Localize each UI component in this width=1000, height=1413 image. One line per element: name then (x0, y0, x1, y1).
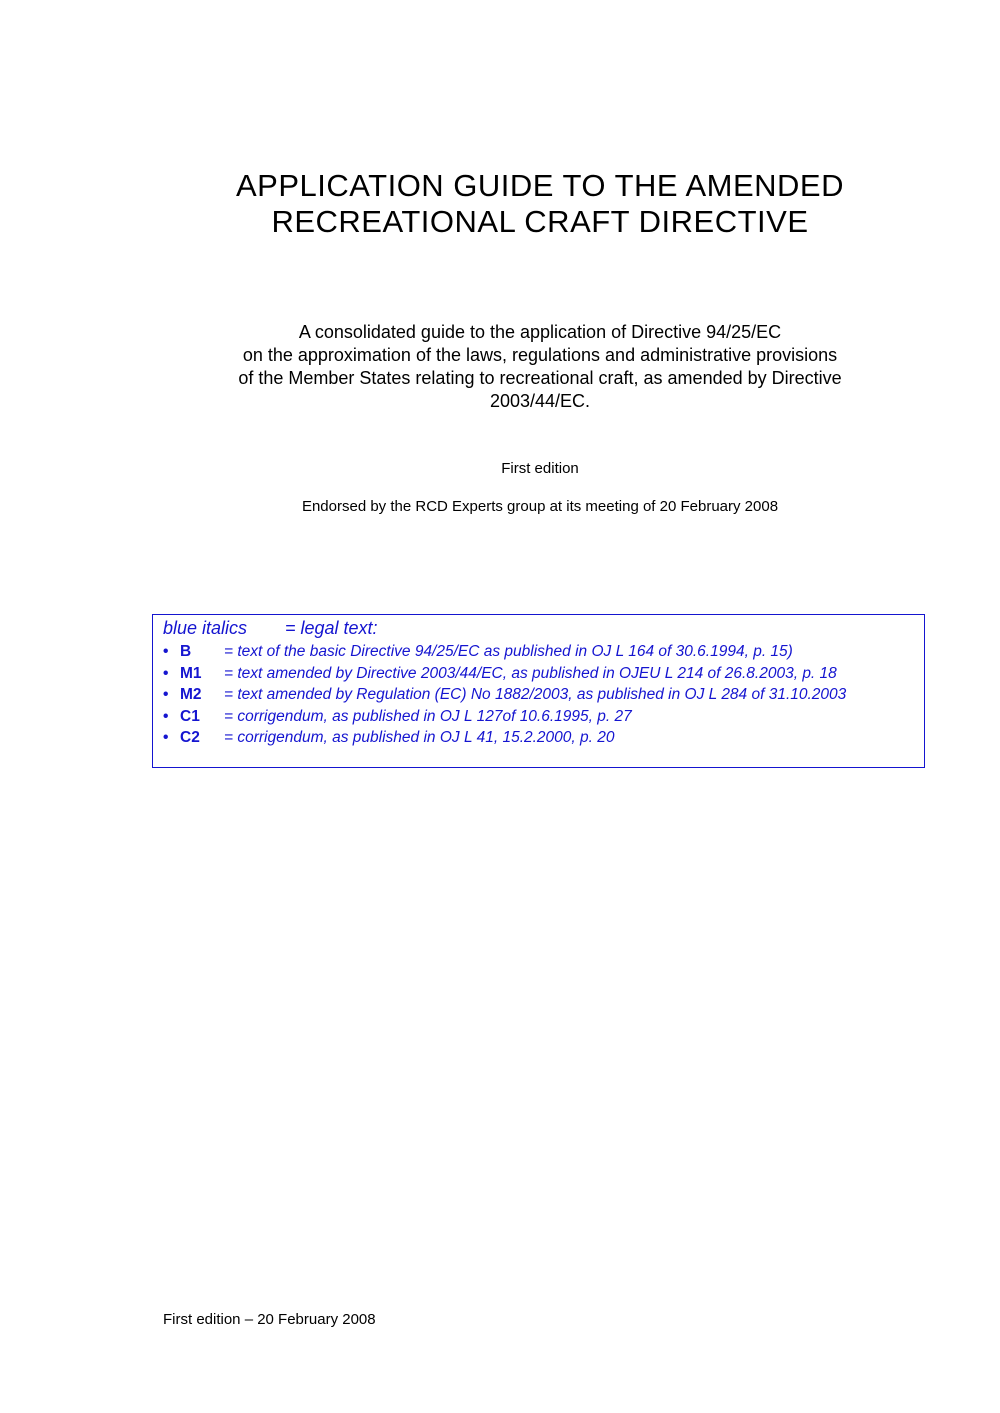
subtitle-line-3: of the Member States relating to recreational craft, as amended by Directive (238, 368, 842, 388)
legend-code: B (180, 643, 192, 660)
document-title (140, 168, 940, 240)
endorsement-note: Endorsed by the RCD Experts group at its meeting of 20 February 2008 (301, 498, 779, 515)
legend-item-m1 (163, 663, 846, 685)
bullet-icon: • (163, 707, 169, 725)
legend-item-m2 (163, 684, 846, 706)
title-line-1: APPLICATION GUIDE TO THE AMENDED (236, 168, 844, 203)
legend-desc: = corrigendum, as published in OJ L 127of 10.6.1995, p. 27 (224, 707, 632, 725)
legend-item-c1 (163, 706, 846, 728)
subtitle-line-4: 2003/44/EC. (489, 391, 591, 411)
legend-desc: = text of the basic Directive 94/25/EC as published in OJ L 164 of 30.6.1994, p. 15) (224, 643, 793, 660)
title-line-2: RECREATIONAL CRAFT DIRECTIVE (271, 204, 809, 239)
legend-heading (163, 617, 378, 639)
legend-code: M1 (180, 664, 202, 682)
edition-label: First edition (501, 460, 579, 477)
legend-code: C1 (180, 707, 200, 725)
subtitle-line-2: on the approximation of the laws, regulations and administrative provisions (242, 345, 838, 365)
legend-list (163, 641, 846, 749)
legend-heading-desc: = legal text: (285, 618, 378, 638)
subtitle-line-1: A consolidated guide to the application of Directive 94/25/EC (298, 322, 782, 342)
page-footer: First edition – 20 February 2008 (163, 1311, 376, 1328)
legend-box (152, 614, 925, 768)
bullet-icon: • (163, 664, 169, 682)
document-subtitle (190, 321, 890, 413)
legend-item-b (163, 641, 846, 663)
legend-desc: = text amended by Directive 2003/44/EC, as published in OJEU L 214 of 26.8.2003, p. 18 (224, 664, 837, 682)
legend-code: C2 (180, 729, 200, 746)
legend-heading-term: blue italics (163, 618, 248, 638)
legend-desc: = text amended by Regulation (EC) No 1882/2003, as published in OJ L 284 of 31.10.2003 (224, 686, 847, 703)
legend-desc: = corrigendum, as published in OJ L 41, 15.2.2000, p. 20 (224, 729, 615, 746)
legend-code: M2 (180, 686, 202, 703)
bullet-icon: • (163, 686, 169, 703)
bullet-icon: • (163, 729, 169, 746)
bullet-icon: • (163, 643, 169, 660)
legend-item-c2 (163, 727, 846, 749)
